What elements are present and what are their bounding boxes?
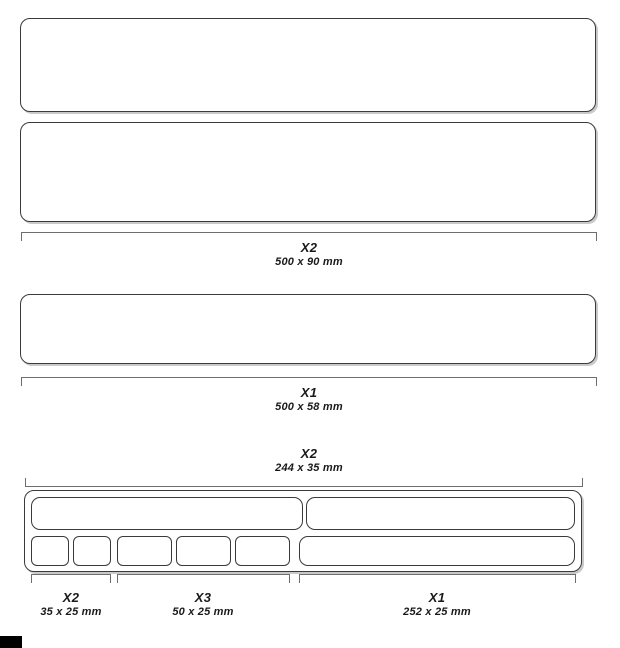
corner-marker xyxy=(0,636,22,648)
assembly-cell-upper-left xyxy=(31,497,303,530)
dimension-bracket-group3 xyxy=(25,478,583,487)
dimension-label-group3 xyxy=(209,446,409,476)
dimension-qty-group1: X2 xyxy=(300,240,318,255)
assembly-cell-50-a xyxy=(117,536,172,566)
dimension-size-group2: 500 x 58 mm xyxy=(275,401,343,414)
dimension-bracket-sub3 xyxy=(299,574,576,583)
assembly-cell-upper-right xyxy=(306,497,575,530)
assembly-cell-50-c xyxy=(235,536,290,566)
dimension-size-group3: 244 x 35 mm xyxy=(275,462,343,475)
dimension-qty-sub1: X2 xyxy=(62,590,80,605)
assembly-cell-50-b xyxy=(176,536,231,566)
dimension-size-group1: 500 x 90 mm xyxy=(275,256,343,269)
dimension-qty-group3: X2 xyxy=(300,446,318,461)
dimension-qty-group2: X1 xyxy=(300,385,318,400)
dimension-size-sub1: 35 x 25 mm xyxy=(40,606,102,619)
dimension-bracket-sub1 xyxy=(31,574,111,583)
assembly-cell-252 xyxy=(299,536,575,566)
dimension-bracket-sub2 xyxy=(117,574,290,583)
dimension-size-sub2: 50 x 25 mm xyxy=(172,606,234,619)
panel-group1-bottom xyxy=(20,122,596,222)
dimension-label-sub1 xyxy=(21,590,121,620)
panel-group2 xyxy=(20,294,596,364)
assembly-cell-35-a xyxy=(31,536,69,566)
dimension-label-group1 xyxy=(209,240,409,270)
dimension-qty-sub2: X3 xyxy=(194,590,212,605)
assembly-cell-35-b xyxy=(73,536,111,566)
dimension-label-sub3 xyxy=(387,590,487,620)
dimension-size-sub3: 252 x 25 mm xyxy=(403,606,471,619)
panel-group1-top xyxy=(20,18,596,112)
dimension-label-group2 xyxy=(209,385,409,415)
dimension-label-sub2 xyxy=(153,590,253,620)
dimension-qty-sub3: X1 xyxy=(428,590,446,605)
